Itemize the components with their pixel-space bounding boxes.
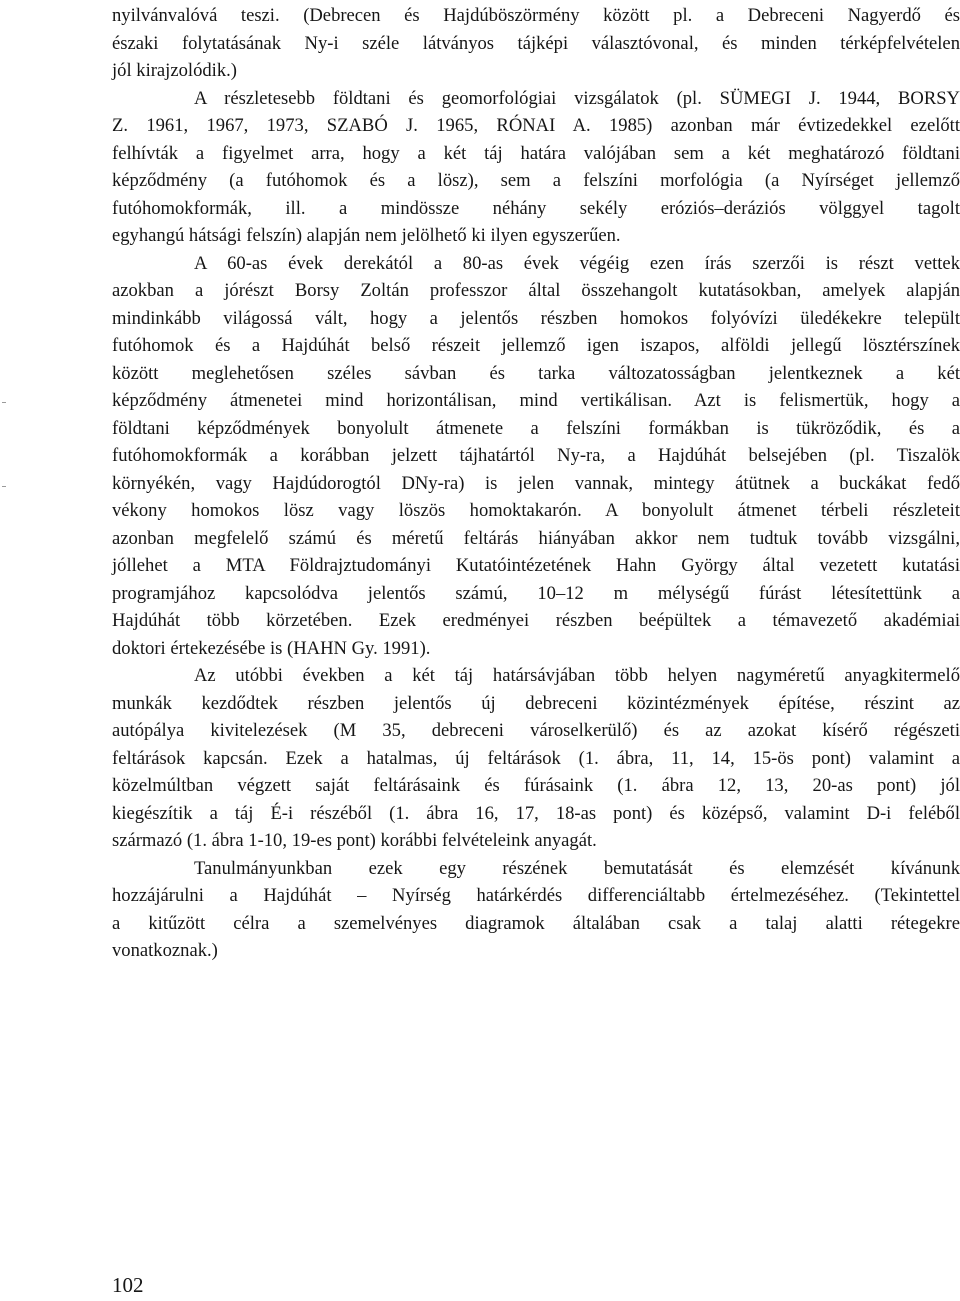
paragraph-4 <box>112 662 960 855</box>
text-line: vonatkoznak.) <box>112 940 218 961</box>
text-line: képződmény (a futóhomok és a lösz), sem a felszíni morfológia (a Nyírséget jellemző <box>112 170 960 191</box>
text-line: jóllehet a MTA Földrajztudományi Kutatóintézetének Hahn György által vezetett kutatási <box>112 555 960 576</box>
text-line: északi folytatásának Ny-i széle látványos tájképi választóvonal, és minden térképfelvételen <box>112 32 960 54</box>
text-line: hozzájárulni a Hajdúhát – Nyírség határkérdés differenciáltabb értelmezéséhez. (Tekintettel <box>112 885 960 906</box>
text-line: jól kirajzolódik.) <box>112 60 237 81</box>
text-line: képződmény átmenetei mind horizontálisan, mind vertikálisan. Azt is felismertük, hogy a <box>112 390 960 411</box>
paragraph-3 <box>112 250 960 663</box>
text-line: futóhomok és a Hajdúhát belső részeit jellemző igen iszapos, alföldi jellegű lösztérszínek <box>112 335 960 356</box>
text-line: felhívták a figyelmet arra, hogy a két táj határa valójában sem a két meghatározó földtani <box>112 142 960 164</box>
text-line: azonban megfelelő számú és méretű feltárás hiányában akkor nem tudtuk tovább vizsgálni, <box>112 527 960 549</box>
text-line: futóhomokformák a korábban jelzett tájhatártól Ny-ra, a Hajdúhát belsejében (pl. Tiszalök <box>112 445 960 466</box>
text-line: Hajdúhát több körzetében. Ezek eredményei részben beépültek a témavezető akadémiai <box>112 610 960 631</box>
text-line: a kitűzött célra a szemelvényes diagramok általában csak a talaj alatti rétegekre <box>112 912 960 934</box>
text-line: feltárások kapcsán. Ezek a hatalmas, új feltárások (1. ábra, 11, 14, 15-ös pont) valamint a <box>112 747 960 769</box>
text-line: A részletesebb földtani és geomorfológiai vizsgálatok (pl. SÜMEGI J. 1944, BORSY <box>194 87 960 109</box>
paragraph-1 <box>112 2 960 85</box>
text-line: Az utóbbi években a két táj határsávjában több helyen nagyméretű anyagkitermelő <box>194 665 960 686</box>
text-line: azokban a jórészt Borsy Zoltán professzor által összehangolt kutatásokban, amelyek alapján <box>112 280 960 301</box>
text-line: közelmúltban végzett saját feltárásaink és fúrásaink (1. ábra 12, 13, 20-as pont) jól <box>112 775 960 796</box>
text-line: környékén, vagy Hajdúdorogtól DNy-ra) is jelen vannak, mintegy átütnek a buckákat fedő <box>112 472 960 494</box>
page-number: 102 <box>112 1273 144 1297</box>
text-line: származó (1. ábra 1-10, 19-es pont) korábbi felvételeink anyagát. <box>112 830 597 851</box>
text-line: vékony homokos lösz vagy löszös homoktakarón. A bonyolult átmenet térbeli részleteit <box>112 500 960 521</box>
text-line: kiegészítik a táj É-i részéből (1. ábra 16, 17, 18-as pont) és középső, valamint D-i feléből <box>112 802 960 824</box>
text-line: futóhomokformák, ill. a mindössze néhány sekély eróziós–deráziós völggyel tagolt <box>112 197 960 219</box>
text-line: Z. 1961, 1967, 1973, SZABÓ J. 1965, RÓNAI A. 1985) azonban már évtizedekkel ezelőtt <box>112 115 960 136</box>
text-line: munkák kezdődtek részben jelentős új debreceni közintézmények építése, részint az <box>112 692 960 714</box>
text-line: földtani képződmények bonyolult átmenete a felszíni formákban is tükröződik, és a <box>112 417 960 439</box>
margin-mark <box>2 486 6 487</box>
text-line: nyilvánvalóvá teszi. (Debrecen és Hajdúböszörmény között pl. a Debreceni Nagyerdő és <box>112 5 960 26</box>
text-line: A 60-as évek derekától a 80-as évek végéig ezen írás szerzői is részt vettek <box>194 252 960 274</box>
text-line: Tanulmányunkban ezek egy részének bemutatását és elemzését kívánunk <box>194 857 960 879</box>
text-line: mindinkább világossá vált, hogy a jelentős részben homokos folyóvízi üledékekre települt <box>112 307 960 329</box>
text-line: egyhangú hátsági felszín) alapján nem jelölhető ki ilyen egyszerűen. <box>112 225 621 246</box>
text-line: programjához kapcsolódva jelentős számú, 10–12 m mélységű fúrást létesítettünk a <box>112 582 960 604</box>
text-line: autópálya kivitelezések (M 35, debreceni városelkerülő) és az azokat kísérő régészeti <box>112 720 960 741</box>
text-line: doktori értekezésébe is (HAHN Gy. 1991). <box>112 637 431 659</box>
margin-mark <box>2 402 6 403</box>
document-page <box>112 2 960 965</box>
text-line: között meglehetősen széles sávban és tarka változatosságban jelentkeznek a két <box>112 362 960 384</box>
paragraph-2 <box>112 85 960 250</box>
paragraph-5 <box>112 855 960 965</box>
